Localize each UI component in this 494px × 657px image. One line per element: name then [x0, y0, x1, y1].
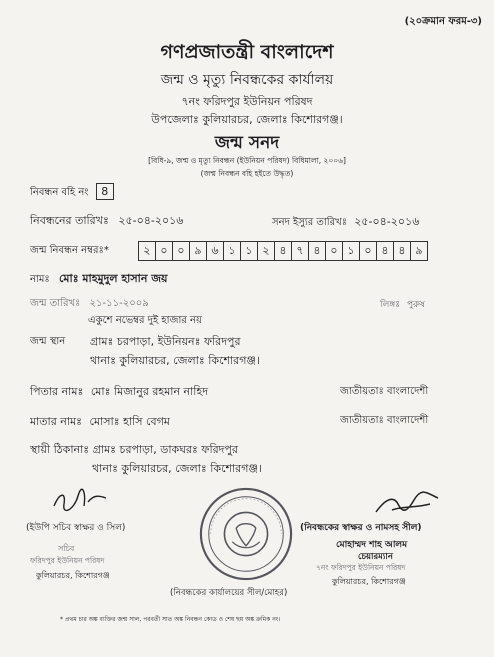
form-label: (২০ক্রমান ফরম-৩): [404, 16, 482, 27]
address-line2: থানাঃ কুলিয়ারচর, জেলাঃ কিশোরগঞ্জ।: [92, 462, 262, 475]
seal-caption: (নিবন্ধকের কার্যালয়ের সীল/মোহর): [170, 588, 288, 598]
registration-date: [30, 212, 183, 231]
document-title: জন্ম সনদ: [214, 133, 280, 153]
issue-date: [272, 213, 419, 232]
mother-value: মোসাঃ হাসি বেগম: [89, 415, 170, 428]
birth-reg-digit: ০: [360, 241, 377, 261]
birth-reg-digit: ৯: [190, 241, 207, 261]
register-label: নিবন্ধন বহি নং: [30, 187, 89, 198]
birthplace-line2: থানাঃ কুলিয়ারচর, জেলাঃ কিশোরগঞ্জ।: [90, 354, 260, 367]
birth-reg-digit: ১: [343, 241, 360, 261]
registrar-place: কুলিয়ারচর, কিশোরগঞ্জ: [332, 577, 406, 586]
secretary-caption: (ইউপি সচিব স্বাক্ষর ও সিল): [26, 523, 126, 533]
secretary-office: ফরিদপুর ইউনিয়ন পরিষদ: [30, 556, 105, 565]
secretary-signature-icon: [50, 488, 110, 514]
mother-nationality: [340, 413, 428, 430]
birth-reg-digit: ১: [241, 241, 258, 261]
name-value: মোঃ মাহমুদুল হাসান জয়: [58, 272, 168, 285]
birthplace-line1: গ্রামঃ চরপাড়া, ইউনিয়নঃ ফরিদপুর: [90, 335, 241, 348]
birthplace-label: জন্ম স্থান: [30, 336, 66, 347]
birth-reg-digit: ২: [258, 241, 275, 261]
birth-reg-number: [138, 241, 428, 261]
registration-date-label: নিবন্ধনের তারিখঃ: [30, 214, 109, 227]
name-label: নামঃ: [30, 274, 50, 285]
address-label: স্থায়ী ঠিকানাঃ: [30, 443, 90, 456]
issue-date-label: সনদ ইস্যুর তারিখঃ: [272, 217, 348, 228]
name-row: [30, 270, 168, 289]
rule-reference: [বিধি-৯, জন্ম ও মৃত্যু নিবন্ধন (ইউনিয়ন পরিষদ) বিধিমালা, ২০০৬]: [148, 156, 346, 165]
registrar-name: মোহাম্মদ শাহ আলম: [336, 540, 408, 550]
father-row: [30, 383, 208, 402]
secretary-place: কুলিয়ারচর, কিশোরগঞ্জ: [36, 571, 110, 580]
mother-label: মাতার নামঃ: [30, 415, 83, 428]
source-note: (জন্ম নিবন্ধন বহি হইতে উদ্ধৃত): [200, 169, 294, 178]
birth-reg-digit: ০: [156, 241, 173, 261]
union-name: ৭নং ফরিদপুর ইউনিয়ন পরিষদ: [181, 95, 313, 108]
dob-in-words: একুশে নভেম্বর দুই হাজার নয়: [88, 315, 202, 326]
sex-label: লিঙ্গঃ: [380, 300, 401, 310]
birth-reg-digit: ৪: [394, 241, 411, 261]
birth-reg-digit: ৯: [411, 241, 428, 261]
address-line1: গ্রামঃ চরপাড়া, ডাকঘরঃ ফরিদপুর: [92, 443, 238, 456]
birth-reg-digit: ০: [173, 241, 190, 261]
registrar-signature-icon: [372, 490, 442, 518]
dob-label: জন্ম তারিখঃ: [30, 298, 81, 309]
footnote: * প্রথম চার অঙ্ক ব্যক্তির জন্ম সাল, পরবর্তী সাত অঙ্ক নিবন্ধন কোড ও শেষ ছয় অঙ্ক ক্রমিক নং।: [60, 616, 281, 623]
birth-reg-digit: ০: [326, 241, 343, 261]
birth-reg-digit: ৪: [309, 241, 326, 261]
dob-value: ২১-১১-২০০৯: [89, 298, 149, 309]
father-nat-value: বাংলাদেশী: [387, 386, 429, 397]
birth-reg-digit: ৪: [275, 241, 292, 261]
sex-row: [380, 297, 425, 312]
address-row: [30, 441, 238, 460]
birth-reg-digit: ১: [224, 241, 241, 261]
office-title: জন্ম ও মৃত্যু নিবন্ধকের কার্যালয়: [160, 72, 334, 88]
secretary-role: সচিব: [58, 544, 75, 553]
registrar-office: ৭নং ফরিদপুর ইউনিয়ন পরিষদ: [316, 563, 406, 572]
sex-value: পুরুষ: [406, 300, 425, 310]
upazila-district: উপজেলাঃ কুলিয়ারচর, জেলাঃ কিশোরগঞ্জ।: [151, 113, 343, 126]
father-nationality: [340, 384, 428, 401]
registration-date-value: ২৫-০৪-২০১৬: [118, 214, 184, 227]
father-label: পিতার নামঃ: [30, 385, 84, 398]
mother-row: [30, 413, 170, 432]
register-value: 8: [96, 183, 114, 200]
birth-reg-digit: ৭: [292, 241, 309, 261]
birth-reg-digit: ২: [138, 241, 156, 261]
father-value: মোঃ মিজানুর রহমান নাহিদ: [90, 385, 209, 398]
registrar-role: চেয়ারম্যান: [358, 552, 393, 562]
register-number: [30, 183, 114, 202]
issue-date-value: ২৫-০৪-২০১৬: [354, 215, 420, 228]
office-seal-icon: [197, 485, 295, 583]
mother-nat-value: বাংলাদেশী: [387, 415, 429, 426]
birth-reg-digit: ৪: [377, 241, 394, 261]
registrar-caption: (নিবন্ধকের স্বাক্ষর ও নামসহ সীল): [300, 523, 422, 533]
dob-row: [30, 296, 149, 313]
father-nat-label: জাতীয়তাঃ: [340, 386, 384, 397]
birth-reg-digit: ৬: [207, 241, 224, 261]
birth-reg-label: জন্ম নিবন্ধন নম্বরঃ*: [30, 245, 109, 256]
mother-nat-label: জাতীয়তাঃ: [340, 415, 384, 426]
country-title: গণপ্রজাতন্ত্রী বাংলাদেশ: [160, 41, 334, 63]
